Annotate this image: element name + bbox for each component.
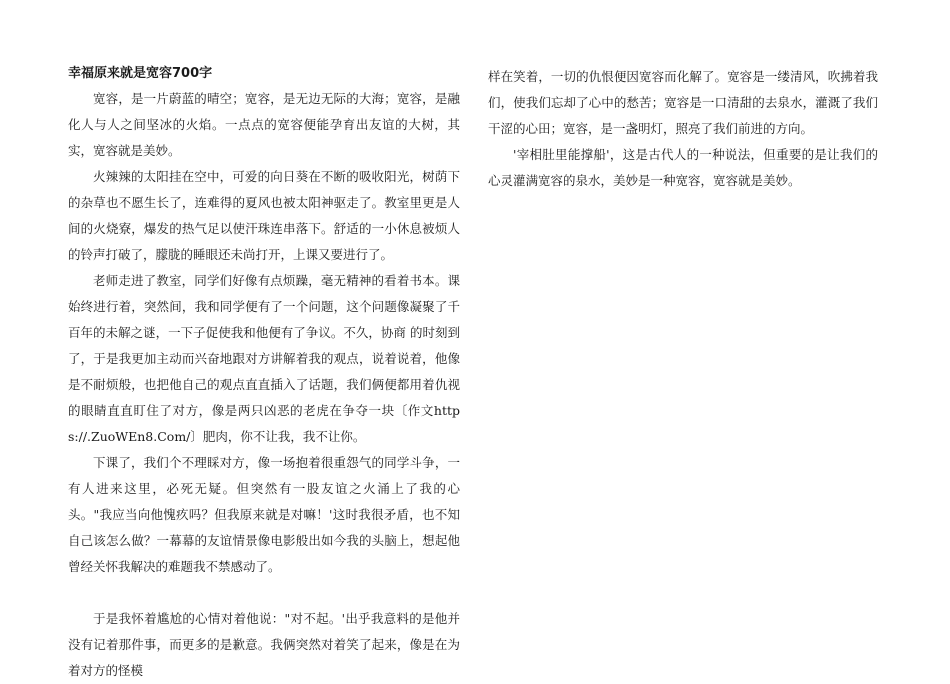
article-title: 幸福原来就是宽容700字 [68,66,213,81]
right-column [488,64,878,194]
paragraph-3: 老师走进了教室，同学们好像有点烦躁，毫无精神的看着书本。课始终进行着，突然间，我和同学便有了一个问题，这个问题像凝聚了千百年的未解之谜，一下子促使我和他便有了争议。不久，协商 的时刻到了，于是我更加主动而兴奋地跟对方讲解着我的观点，说着说着，他像是不耐烦般，也把他自己的观点直直插入了话题，我们俩便都用着仇视的眼睛直直盯住了对方，像是两只凶恶的老虎在争夺一块〔作文https://.ZuoWEn8.Com/〕肥肉，你不让我，我不让你。 [68,273,460,444]
paragraph-6: '宰相肚里能撑船'，这是古代人的一种说法，但重要的是让我们的心灵灌满宽容的泉水，美妙是一种宽容，宽容就是美妙。 [488,147,878,188]
left-column [68,64,460,684]
paragraph-5-continued: 样在笑着，一切的仇恨便因宽容而化解了。宽容是一缕清风，吹拂着我们，使我们忘却了心中的愁苦；宽容是一口清甜的去泉水，灌溉了我们干涩的心田；宽容，是一盏明灯，照亮了我们前进的方向。 [488,69,878,136]
paragraph-1: 宽容，是一片蔚蓝的晴空；宽容，是无边无际的大海；宽容，是融化人与人之间坚冰的火焰。一点点的宽容便能孕育出友谊的大树，其实，宽容就是美妙。 [68,91,460,158]
paragraph-5: 于是我怀着尴尬的心情对着他说："对不起。'出乎我意料的是他并没有记着那件事，而更多的是歉意。我俩突然对着笑了起来，像是在为着对方的怪模 [68,611,460,678]
paragraph-2: 火辣辣的太阳挂在空中，可爱的向日葵在不断的吸收阳光，树荫下的杂草也不愿生长了，连难得的夏风也被太阳神驱走了。教室里更是人间的火烧寮，爆发的热气足以使汗珠连串落下。舒适的一小休息被烦人的铃声打破了，朦胧的睡眼还未尚打开，上课又要进行了。 [68,169,460,262]
paragraph-4: 下课了，我们个不理睬对方，像一场抱着很重怨气的同学斗争，一有人进来这里，必死无疑。但突然有一股友谊之火涌上了我的心头。"我应当向他愧疚吗？但我原来就是对嘛！'这时我很矛盾，也不知自己该怎么做？一幕幕的友谊情景像电影般出如今我的头脑上，想起他曾经关怀我解决的难题我不禁感动了。 [68,455,460,574]
